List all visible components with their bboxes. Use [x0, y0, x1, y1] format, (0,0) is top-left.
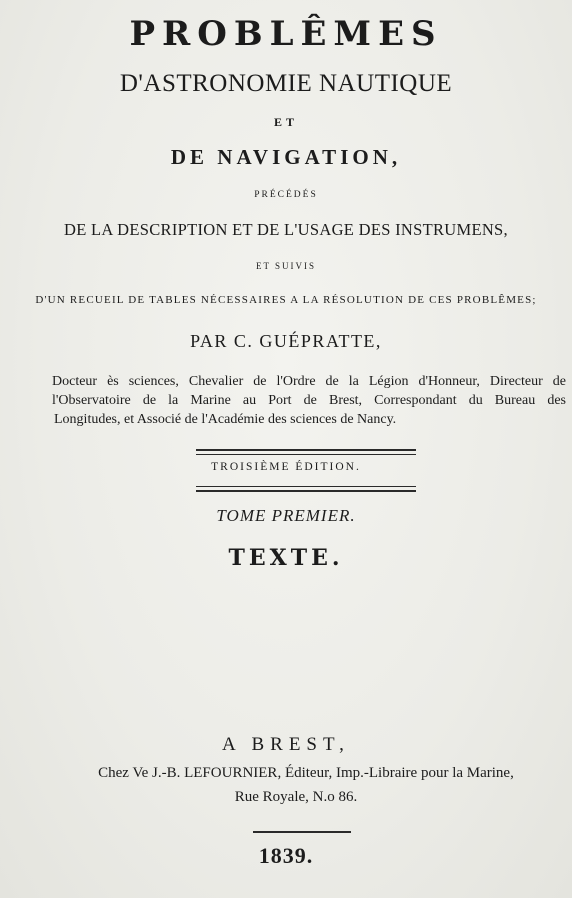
short-rule — [253, 831, 351, 833]
double-rule-bottom — [196, 486, 416, 492]
credits-line: Longitudes, et Associé de l'Académie des sciences de Nancy. — [54, 412, 397, 427]
book-title: PROBLÊMES — [129, 14, 443, 54]
tome-label: TOME PREMIER. — [216, 506, 356, 525]
subtitle-navigation: DE NAVIGATION, — [170, 145, 402, 169]
description-line: DE LA DESCRIPTION ET DE L'USAGE DES INSTRUMENS, — [64, 220, 508, 239]
texte-label: TEXTE. — [228, 545, 344, 571]
imprint-year: 1839. — [258, 843, 314, 868]
credits-line: Docteur ès sciences, Chevalier de l'Ordre de la Légion d'Honneur, Directeur de — [52, 374, 566, 389]
credits-line: l'Observatoire de la Marine au Port de Brest, Correspondant du Bureau des — [52, 393, 566, 408]
imprint-address: Rue Royale, N.o 86. — [234, 789, 358, 805]
preceded-label: PRÉCÉDÉS — [254, 190, 318, 200]
followed-label: ET SUIVIS — [255, 261, 317, 271]
tables-line: D'UN RECUEIL DE TABLES NÉCESSAIRES A LA RÉSOLUTION DE CES PROBLÊMES; — [35, 294, 537, 306]
book-subtitle: D'ASTRONOMIE NAUTIQUE — [119, 70, 453, 97]
edition-label: TROISIÈME ÉDITION. — [211, 461, 361, 473]
author-byline: PAR C. GUÉPRATTE, — [190, 331, 382, 351]
author-credits — [52, 372, 566, 429]
double-rule-top — [196, 449, 416, 455]
imprint-publisher: Chez Ve J.-B. LEFOURNIER, Éditeur, Imp.-Libraire pour la Marine, — [98, 765, 514, 781]
conjunction-et: ET — [273, 115, 298, 129]
imprint-city: A BREST, — [222, 734, 350, 755]
